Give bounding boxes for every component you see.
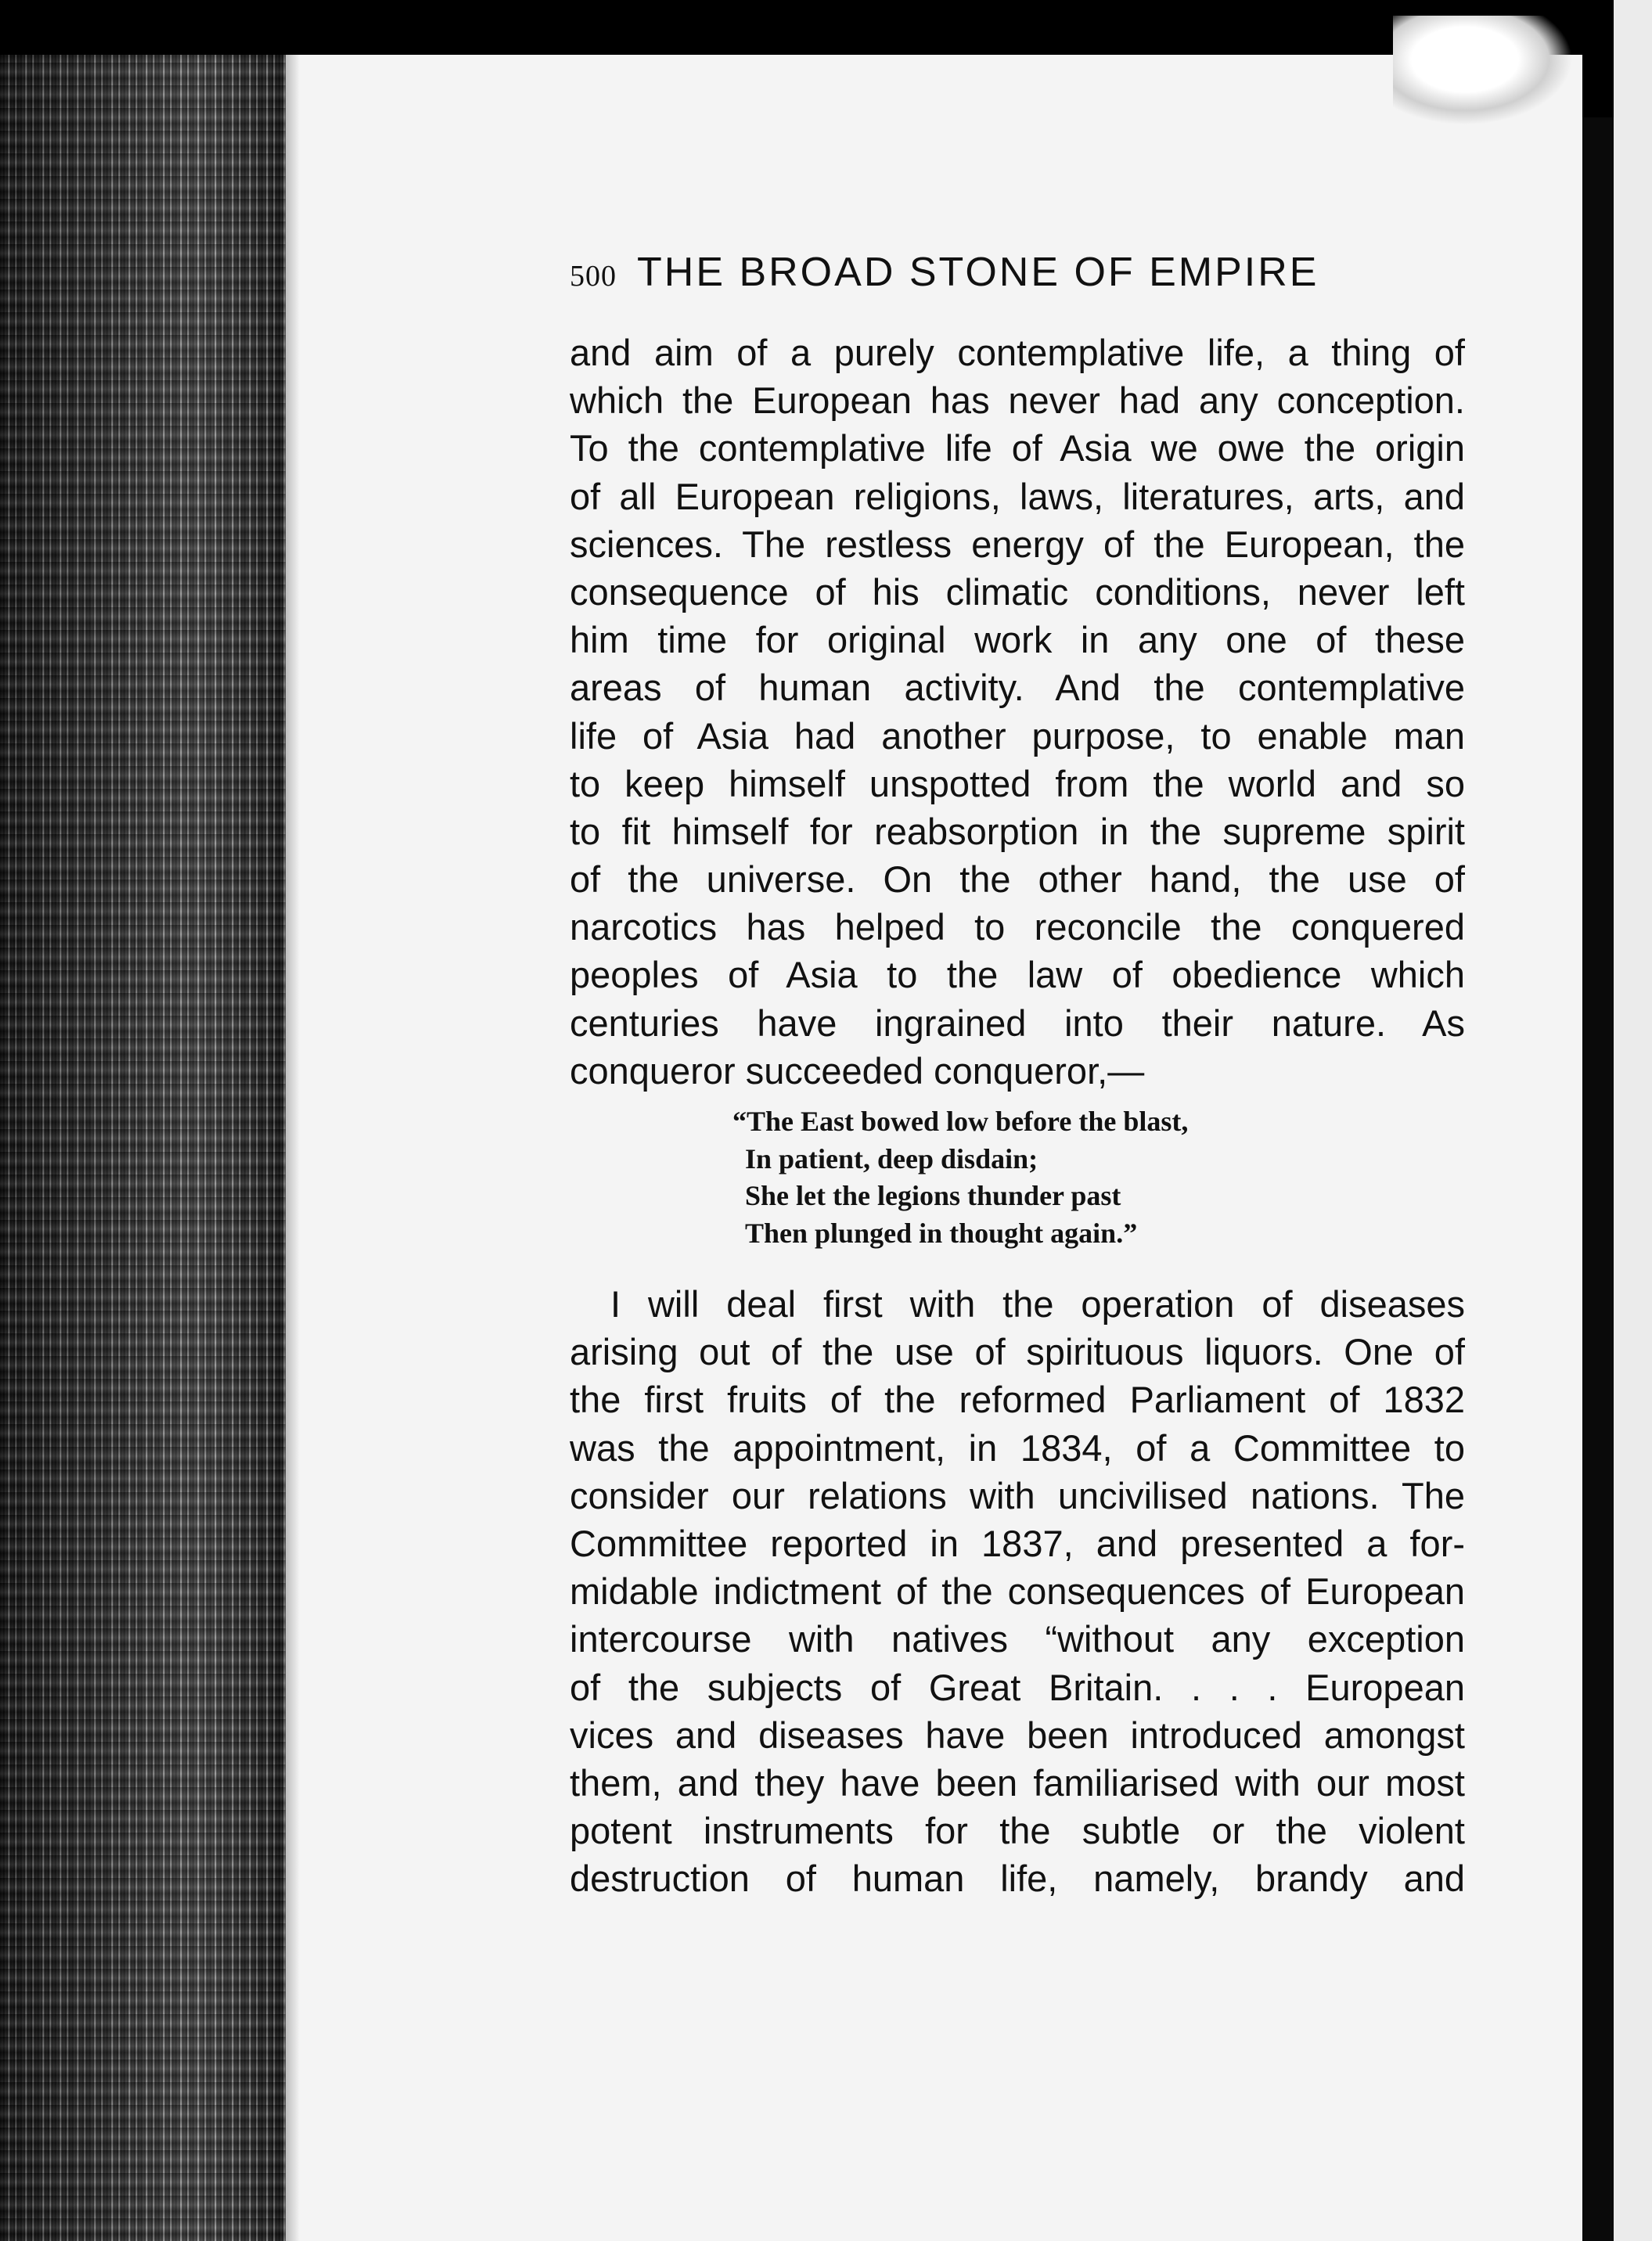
page-header [570,249,1462,296]
text-line: midable indictment of the consequences of European [570,1570,1465,1613]
text-line: arising out of the use of spirituous liquors. One of [570,1331,1465,1373]
right-border-strip [1582,117,1614,2241]
poem-line: She let the legions thunder past [745,1180,1121,1211]
text-line: to fit himself for reabsorption in the supreme spirit [570,810,1465,852]
text-line: them, and they have been familiarised with our most [570,1761,1465,1804]
paragraph-1 [570,329,1465,1095]
text-line: Committee reported in 1837, and presented a for- [570,1522,1465,1564]
poem-line: Then plunged in thought again.” [745,1217,1138,1249]
text-line: of the universe. On the other hand, the use of [570,858,1465,901]
page-curl [1393,16,1573,125]
right-margin [1614,0,1652,2241]
text-line: of all European religions, laws, literatures, arts, and [570,475,1465,517]
poem-line: In patient, deep disdain; [745,1142,1038,1174]
book-page-edges [0,55,286,2241]
text-line: conqueror succeeded conqueror,— [570,1049,1145,1092]
text-line: consider our relations with uncivilised nations. The [570,1474,1465,1516]
text-line: narcotics has helped to reconcile the conquered [570,906,1465,948]
text-line: vices and diseases have been introduced amongst [570,1714,1465,1756]
text-line: consequence of his climatic conditions, never left [570,570,1465,613]
text-line: sciences. The restless energy of the European, the [570,523,1465,565]
text-line: areas of human activity. And the contemplative [570,667,1465,709]
text-line: life of Asia had another purpose, to enable man [570,714,1465,757]
text-line: the first fruits of the reformed Parliament of 1832 [570,1379,1465,1421]
text-line: of the subjects of Great Britain. . . . European [570,1666,1465,1708]
paragraph-2 [570,1280,1465,1902]
page-number: 500 [570,260,617,293]
text-line: was the appointment, in 1834, of a Committee to [570,1426,1465,1469]
text-line: destruction of human life, namely, brandy and [570,1858,1465,1900]
text-line: peoples of Asia to the law of obedience which [570,954,1465,996]
poem-line: “The East bowed low before the blast, [732,1106,1189,1137]
text-line: I will deal first with the operation of diseases [610,1283,1465,1325]
text-line: him time for original work in any one of these [570,619,1465,661]
text-line: centuries have ingrained into their nature. As [570,1002,1465,1044]
text-line: intercourse with natives “without any exception [570,1618,1465,1660]
text-line: which the European has never had any conception. [570,379,1465,422]
text-line: To the contemplative life of Asia we owe the origin [570,427,1465,469]
text-line: and aim of a purely contemplative life, a thing of [570,332,1465,373]
text-line: potent instruments for the subtle or the violent [570,1810,1465,1852]
text-line: to keep himself unspotted from the world and so [570,762,1465,804]
running-head: THE BROAD STONE OF EMPIRE [637,250,1319,295]
poem-quotation [732,1103,1327,1252]
